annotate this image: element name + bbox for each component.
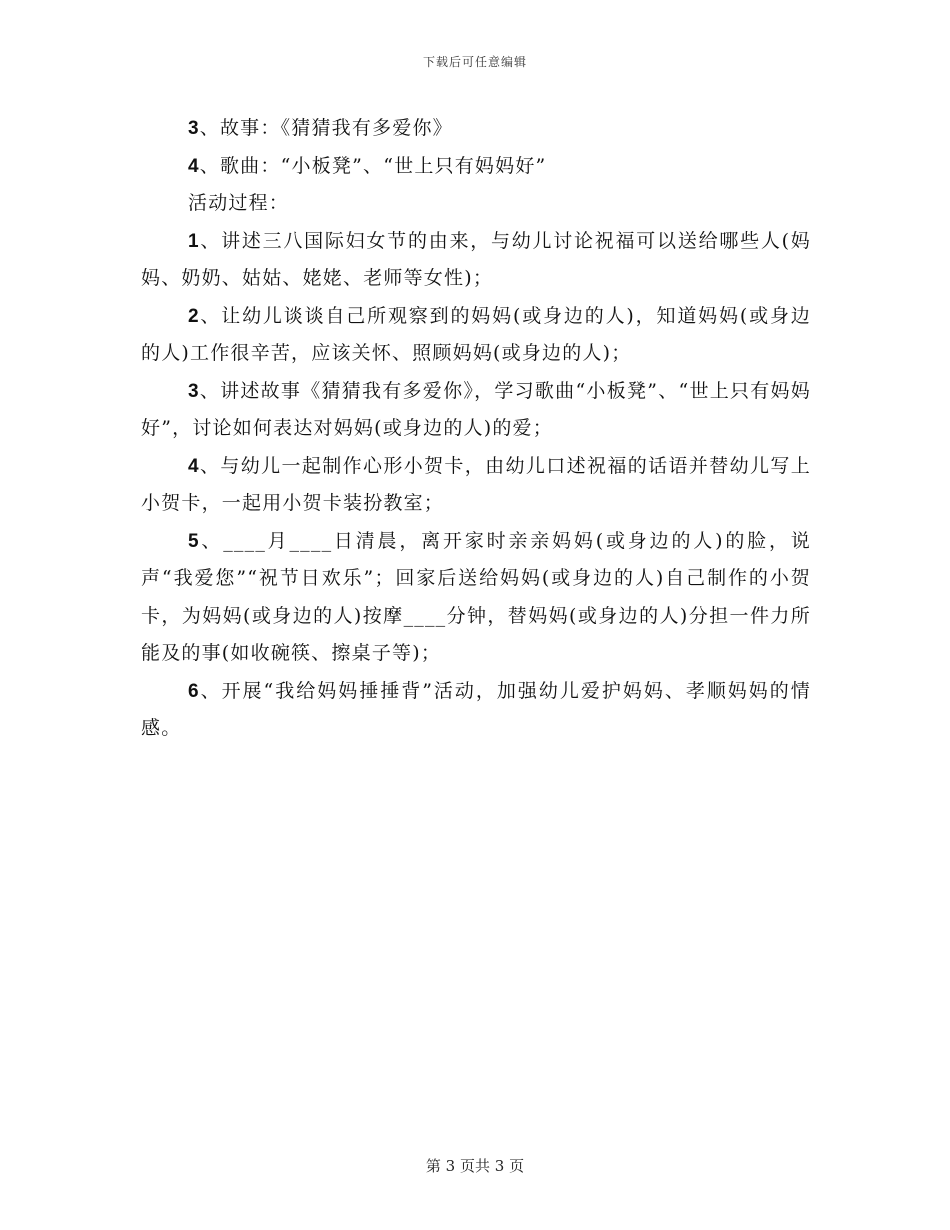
item-text: 、____月____日清晨，离开家时亲亲妈妈(或身边的人)的脸，说声“我爱您”“祝节日欢乐”；回家后送给妈妈(或身边的人)自己制作的小贺卡，为妈妈(或身边的人)按摩____分钟，替妈妈(或身边的人)分担一件力所能及的事(如收碗筷、擦桌子等)； — [141, 529, 811, 664]
item-text: 、讲述故事《猜猜我有多爱你》，学习歌曲“小板凳”、“世上只有妈妈好”，讨论如何表达对妈妈(或身边的人)的爱； — [141, 379, 811, 439]
item-number: 2 — [188, 305, 200, 327]
document-body — [141, 110, 811, 748]
material-item-songs — [141, 148, 811, 186]
section-heading-process — [141, 185, 811, 223]
item-number: 4 — [188, 455, 200, 477]
page-number-footer: 第 3 页共 3 页 — [425, 1157, 525, 1175]
material-item-story — [141, 110, 811, 148]
item-number: 5 — [188, 530, 200, 552]
process-step-3 — [141, 373, 811, 448]
page-header-note: 下载后可任意编辑 — [422, 55, 527, 69]
item-number: 6 — [188, 680, 200, 702]
item-text: 、与幼儿一起制作心形小贺卡，由幼儿口述祝福的话语并替幼儿写上小贺卡，一起用小贺卡装扮教室； — [141, 454, 811, 514]
item-number: 3 — [188, 380, 200, 402]
process-step-2 — [141, 298, 811, 373]
item-text: 、让幼儿谈谈自己所观察到的妈妈(或身边的人)，知道妈妈(或身边的人)工作很辛苦，应该关怀、照顾妈妈(或身边的人)； — [141, 304, 811, 364]
item-number: 3 — [188, 118, 200, 139]
item-number: 1 — [188, 230, 200, 252]
process-step-6 — [141, 673, 811, 748]
item-number: 4 — [188, 155, 200, 177]
item-text: 、故事：《猜猜我有多爱你》 — [199, 117, 453, 139]
item-text: 、讲述三八国际妇女节的由来，与幼儿讨论祝福可以送给哪些人(妈妈、奶奶、姑姑、姥姥、老师等女性)； — [141, 229, 811, 289]
process-step-4 — [141, 448, 811, 523]
item-text: 活动过程： — [188, 192, 290, 214]
process-step-5 — [141, 523, 811, 673]
item-text: 、歌曲：“小板凳”、“世上只有妈妈好” — [199, 154, 547, 177]
process-step-1 — [141, 223, 811, 298]
item-text: 、开展“我给妈妈捶捶背”活动，加强幼儿爱护妈妈、孝顺妈妈的情感。 — [141, 679, 811, 739]
